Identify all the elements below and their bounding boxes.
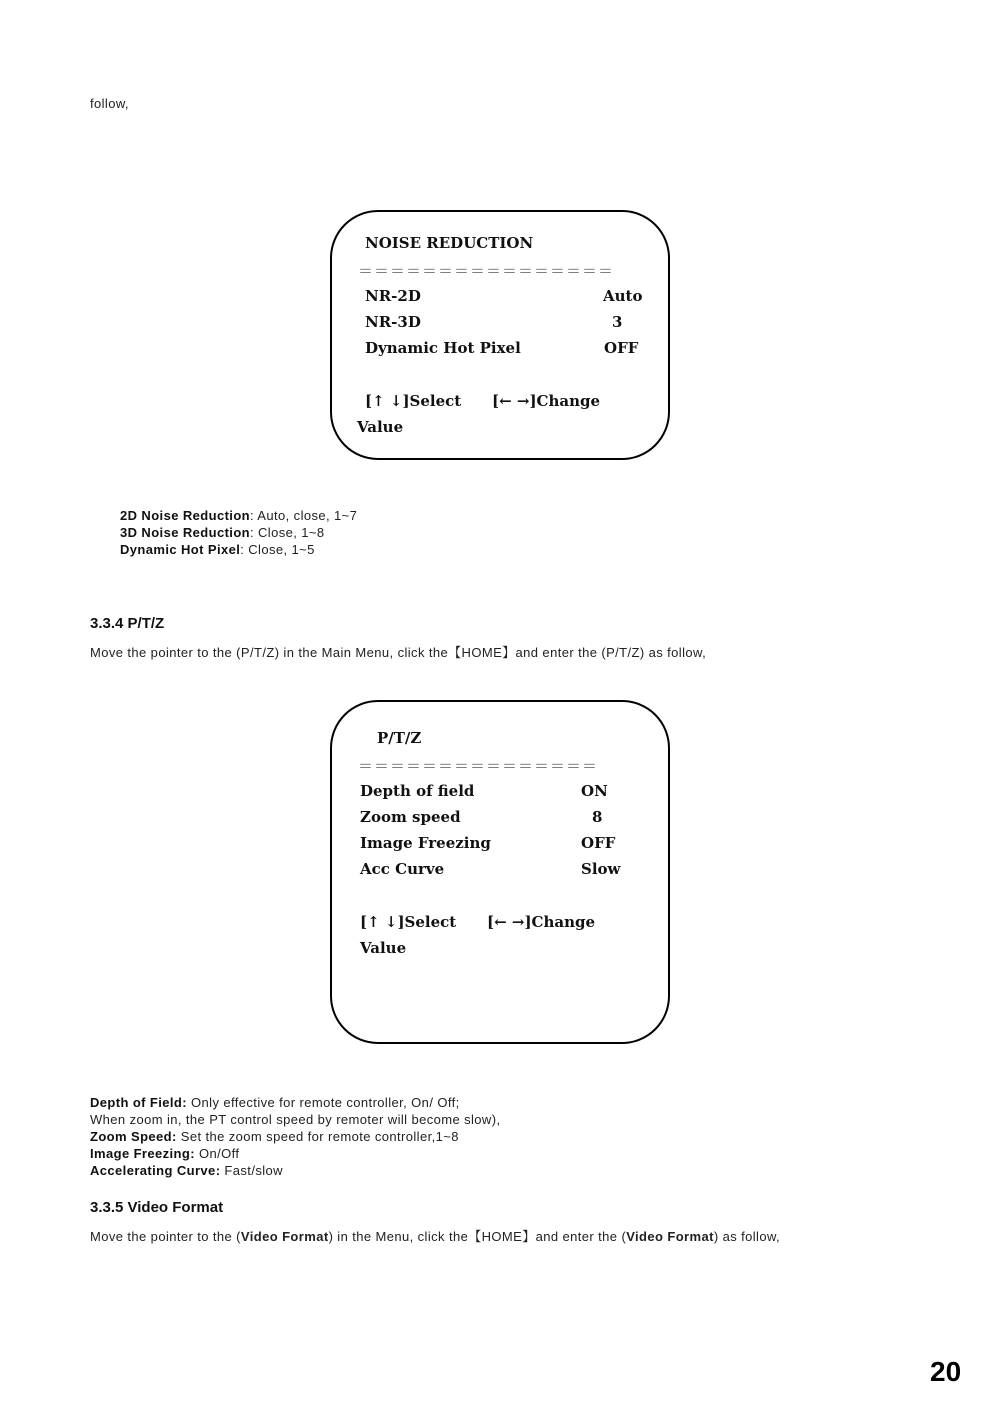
- description-term: 2D Noise Reduction: [120, 508, 250, 523]
- menu-title: P/T/Z: [377, 729, 422, 747]
- menu-row-value: Slow: [581, 860, 621, 878]
- change-hint: [← →]Change: [492, 392, 601, 410]
- select-hint: [↑ ↓]Select: [365, 392, 462, 410]
- description-text: : Auto, close, 1~7: [250, 508, 358, 523]
- description-term: Depth of Field:: [90, 1095, 187, 1110]
- menu-row-label: NR-2D: [365, 287, 421, 305]
- description-text: Set the zoom speed for remote controller,1~8: [176, 1129, 459, 1144]
- description-text: : Close, 1~8: [250, 525, 325, 540]
- menu-row-value: ON: [581, 782, 608, 800]
- menu-row-label: NR-3D: [365, 313, 421, 331]
- value-word: Value: [357, 418, 404, 436]
- description-line: [120, 507, 357, 524]
- description-term: Accelerating Curve:: [90, 1163, 221, 1178]
- intro-text: ) in the Menu, click the【HOME】and enter the (: [328, 1229, 627, 1244]
- menu-row-label: Acc Curve: [360, 860, 445, 878]
- intro-emphasis: Video Format: [240, 1229, 329, 1244]
- value-word: Value: [360, 939, 407, 957]
- section-heading-video-format: 3.3.5 Video Format: [90, 1199, 224, 1216]
- section-intro-ptz: Move the pointer to the (P/T/Z) in the Main Menu, click the【HOME】and enter the (P/T/Z) as follow,: [90, 645, 707, 660]
- description-text: Fast/slow: [220, 1163, 283, 1178]
- menu-row-value: 3: [612, 313, 623, 331]
- page-number: 20: [930, 1356, 962, 1387]
- description-text: : Close, 1~5: [240, 542, 315, 557]
- change-hint: [← →]Change: [487, 913, 596, 931]
- section-heading-ptz: 3.3.4 P/T/Z: [90, 615, 165, 632]
- description-text: When zoom in, the PT control speed by remoter will become slow),: [90, 1112, 501, 1127]
- description-line: [90, 1128, 500, 1145]
- noise-reduction-menu: [330, 210, 670, 460]
- menu-row-value: OFF: [604, 339, 639, 357]
- menu-row-value: Auto: [603, 287, 643, 305]
- menu-row-label: Dynamic Hot Pixel: [365, 339, 521, 357]
- section-intro-video-format: [90, 1226, 780, 1245]
- description-line: [90, 1111, 500, 1128]
- description-line: [90, 1145, 500, 1162]
- intro-emphasis: Video Format: [626, 1229, 714, 1244]
- menu-row-value: 8: [592, 808, 603, 826]
- description-term: Dynamic Hot Pixel: [120, 542, 241, 557]
- menu-separator: ＝＝＝＝＝＝＝＝＝＝＝＝＝＝＝＝: [358, 262, 615, 280]
- intro-text: Move the pointer to the (: [90, 1229, 241, 1244]
- menu-row-label: Depth of field: [360, 782, 475, 800]
- nr-description-list: [120, 507, 357, 558]
- menu-row-label: Image Freezing: [360, 834, 491, 852]
- menu-title: NOISE REDUCTION: [365, 234, 534, 252]
- description-term: 3D Noise Reduction: [120, 525, 250, 540]
- ptz-menu: [330, 700, 670, 1044]
- description-line: [120, 524, 357, 541]
- description-line: [90, 1162, 500, 1179]
- menu-row-value: OFF: [581, 834, 616, 852]
- menu-separator: ＝＝＝＝＝＝＝＝＝＝＝＝＝＝＝: [358, 757, 599, 775]
- continued-text: follow,: [90, 96, 129, 111]
- ptz-description-list: [90, 1094, 500, 1179]
- description-term: Zoom Speed:: [90, 1129, 177, 1144]
- intro-text: ) as follow,: [713, 1229, 781, 1244]
- description-text: On/Off: [194, 1146, 240, 1161]
- menu-row-label: Zoom speed: [360, 808, 461, 826]
- description-term: Image Freezing:: [90, 1146, 195, 1161]
- description-line: [90, 1094, 500, 1111]
- select-hint: [↑ ↓]Select: [360, 913, 457, 931]
- description-line: [120, 541, 357, 558]
- description-text: Only effective for remote controller, On/ Off;: [187, 1095, 460, 1110]
